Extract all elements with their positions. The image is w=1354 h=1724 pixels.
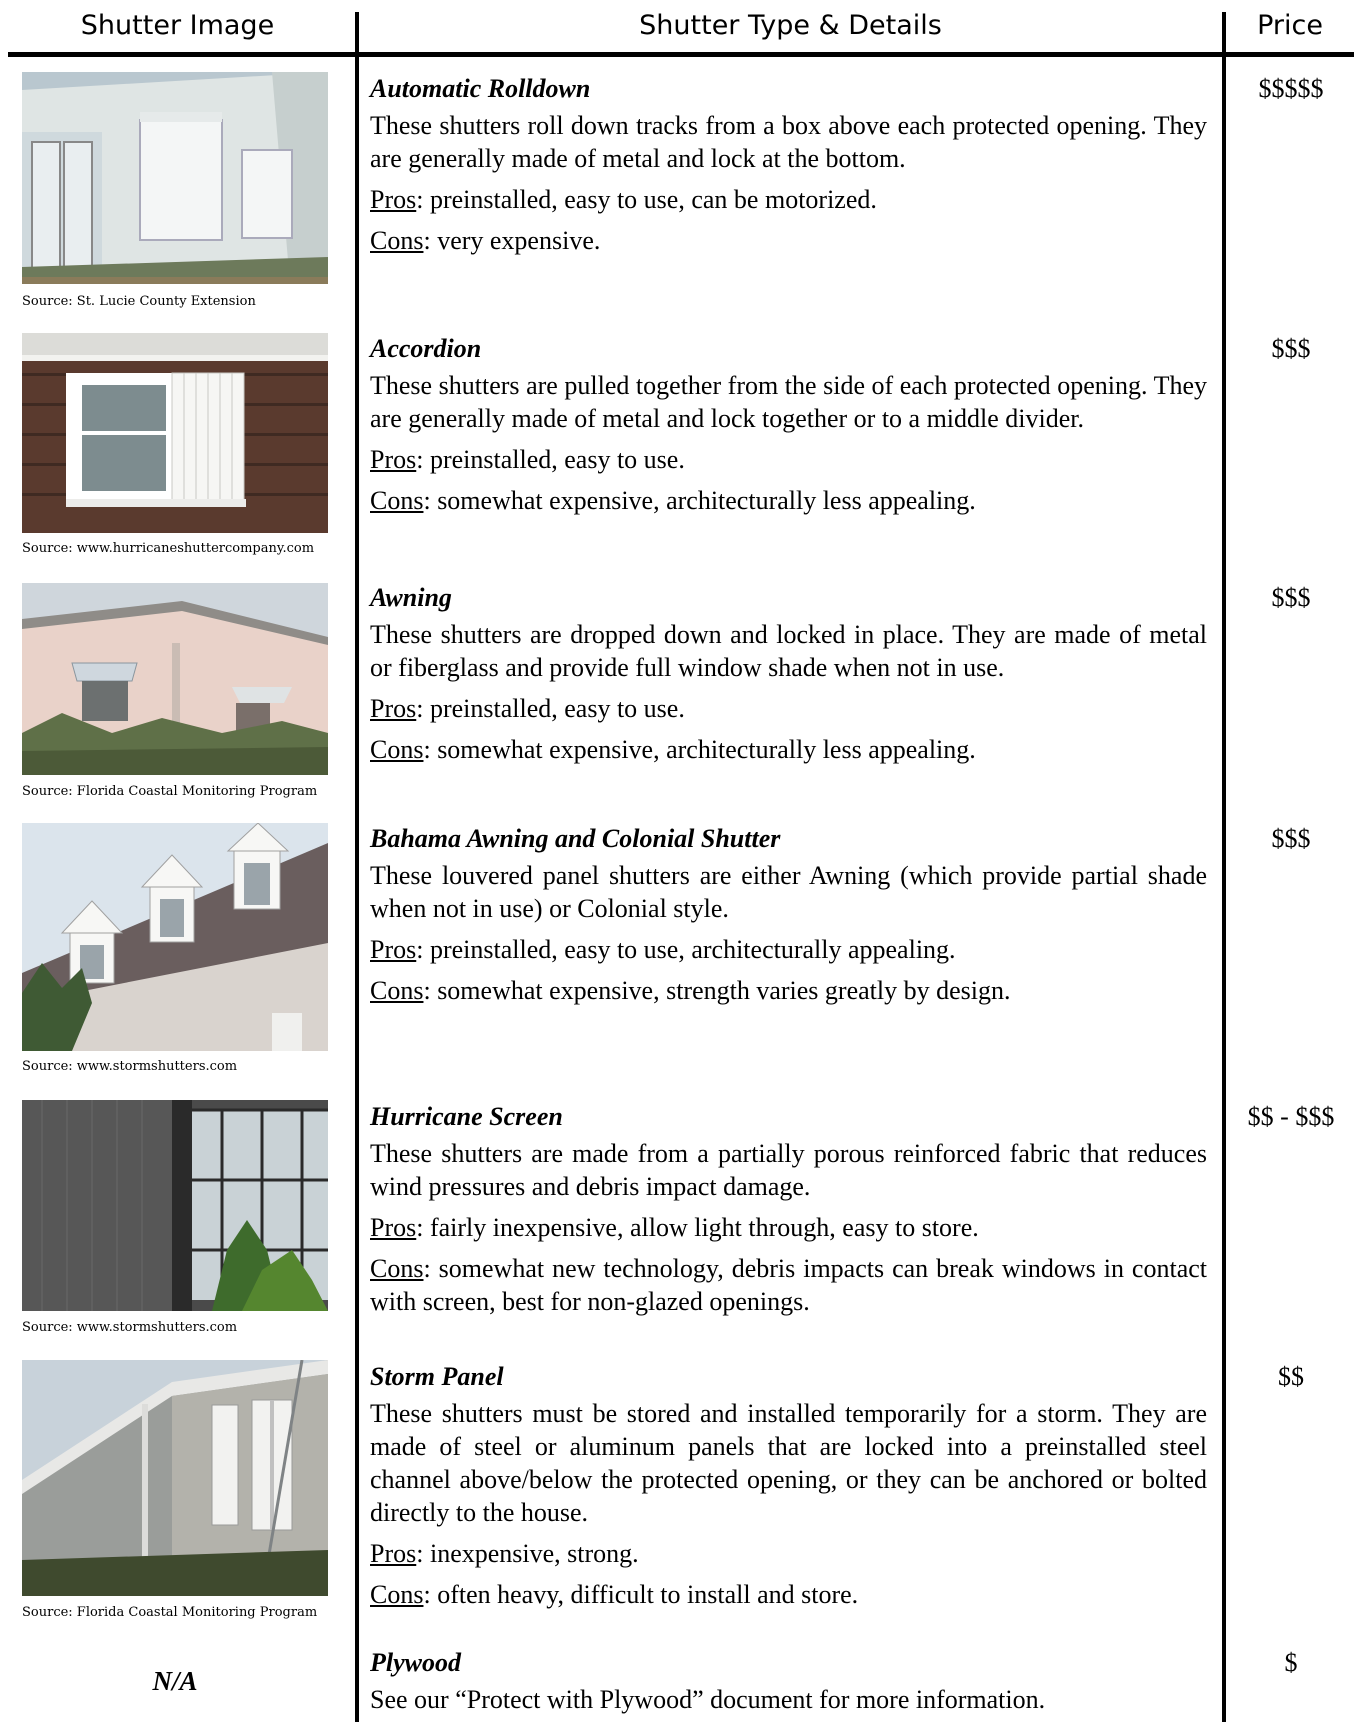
hurricane-screen-photo (22, 1100, 328, 1311)
shutter-type-title: Plywood (370, 1648, 461, 1677)
pros-line (370, 933, 1207, 966)
image-source-caption: Source: www.stormshutters.com (22, 1320, 238, 1335)
shutter-type-title: Bahama Awning and Colonial Shutter (370, 824, 781, 853)
cons-text: : very expensive. (423, 226, 601, 255)
price-rating: $$$ (1271, 824, 1311, 853)
pros-label: Pros (370, 445, 417, 474)
price-rating: $ (1284, 1648, 1298, 1677)
details-cell (370, 1100, 1207, 1326)
pros-line (370, 183, 1207, 216)
cons-line (370, 224, 1207, 257)
cons-label: Cons (370, 1580, 424, 1609)
shutter-description: These shutters are made from a partially porous reinforced fabric that reduces wind pressures and debris impact damage. (370, 1139, 1207, 1201)
storm-panel-photo (22, 1360, 328, 1596)
no-image-placeholder: N/A (152, 1666, 198, 1696)
pros-line (370, 692, 1207, 725)
shutter-description: These shutters are dropped down and locked in place. They are made of metal or fiberglass and provide full window shade when not in use. (370, 620, 1207, 682)
pros-label: Pros (370, 1539, 417, 1568)
shutter-description: See our “Protect with Plywood” document for more information. (370, 1685, 1046, 1714)
cons-line (370, 1578, 1207, 1611)
rolldown-shutter-photo (22, 72, 328, 284)
cons-line (370, 974, 1207, 1007)
cons-text: : somewhat new technology, debris impacts can break windows in contact with screen, best for non-glazed openings. (370, 1254, 1207, 1316)
cons-text: : often heavy, difficult to install and store. (423, 1580, 859, 1609)
column-divider-left (355, 12, 359, 1722)
price-rating: $$ - $$$ (1247, 1102, 1335, 1131)
details-cell (370, 72, 1207, 265)
shutter-description: These shutters roll down tracks from a box above each protected opening. They are generally made of metal and lock at the bottom. (370, 111, 1207, 173)
column-header-price: Price (1257, 10, 1323, 41)
image-source-caption: Source: www.hurricaneshuttercompany.com (22, 541, 315, 556)
cons-label: Cons (370, 1254, 424, 1283)
pros-label: Pros (370, 1213, 417, 1242)
cons-label: Cons (370, 735, 424, 764)
shutter-type-title: Hurricane Screen (370, 1102, 563, 1131)
price-rating: $$$$$ (1258, 74, 1324, 103)
cons-text: : somewhat expensive, architecturally less appealing. (423, 735, 976, 764)
details-cell (370, 1360, 1207, 1619)
price-rating: $$$ (1271, 583, 1311, 612)
cons-label: Cons (370, 226, 424, 255)
pros-label: Pros (370, 185, 417, 214)
cons-label: Cons (370, 976, 424, 1005)
header-divider (8, 52, 1354, 57)
shutter-description: These louvered panel shutters are either Awning (which provide partial shade when not in use) or Colonial style. (370, 861, 1207, 923)
image-source-caption: Source: Florida Coastal Monitoring Program (22, 784, 318, 799)
cons-line (370, 484, 1207, 517)
shutter-type-title: Storm Panel (370, 1362, 504, 1391)
details-cell (370, 581, 1207, 774)
shutter-type-title: Awning (370, 583, 452, 612)
cons-line (370, 1252, 1207, 1318)
awning-shutter-photo (22, 583, 328, 775)
pros-text: : preinstalled, easy to use. (416, 694, 685, 723)
column-header-image: Shutter Image (80, 10, 275, 41)
shutter-description: These shutters must be stored and installed temporarily for a storm. They are made of steel or aluminum panels that are locked into a preinstalled steel channel above/below the protected opening, or they can be anchored or bolted directly to the house. (370, 1399, 1207, 1527)
price-rating: $$ (1278, 1362, 1304, 1391)
pros-text: : preinstalled, easy to use, can be motorized. (416, 185, 877, 214)
accordion-shutter-photo (22, 333, 328, 533)
pros-line (370, 1537, 1207, 1570)
pros-label: Pros (370, 694, 417, 723)
details-cell (370, 1646, 1207, 1724)
table-header (0, 0, 1354, 55)
bahama-shutter-photo (22, 823, 328, 1051)
pros-text: : preinstalled, easy to use, architecturally appealing. (416, 935, 956, 964)
price-rating: $$$ (1271, 334, 1311, 363)
image-source-caption: Source: www.stormshutters.com (22, 1059, 238, 1074)
details-cell (370, 332, 1207, 525)
details-cell (370, 822, 1207, 1015)
pros-text: : inexpensive, strong. (416, 1539, 639, 1568)
shutter-type-title: Accordion (370, 334, 482, 363)
cons-text: : somewhat expensive, strength varies greatly by design. (423, 976, 1011, 1005)
column-header-details: Shutter Type & Details (639, 10, 942, 41)
pros-text: : fairly inexpensive, allow light through, easy to store. (416, 1213, 979, 1242)
image-source-caption: Source: Florida Coastal Monitoring Program (22, 1605, 318, 1620)
column-divider-right (1222, 12, 1226, 1722)
shutter-type-title: Automatic Rolldown (370, 74, 591, 103)
cons-line (370, 733, 1207, 766)
shutter-description: These shutters are pulled together from the side of each protected opening. They are generally made of metal and lock together or to a middle divider. (370, 371, 1207, 433)
cons-label: Cons (370, 486, 424, 515)
cons-text: : somewhat expensive, architecturally less appealing. (423, 486, 976, 515)
pros-label: Pros (370, 935, 417, 964)
image-source-caption: Source: St. Lucie County Extension (22, 294, 256, 309)
pros-line (370, 443, 1207, 476)
pros-text: : preinstalled, easy to use. (416, 445, 685, 474)
pros-line (370, 1211, 1207, 1244)
